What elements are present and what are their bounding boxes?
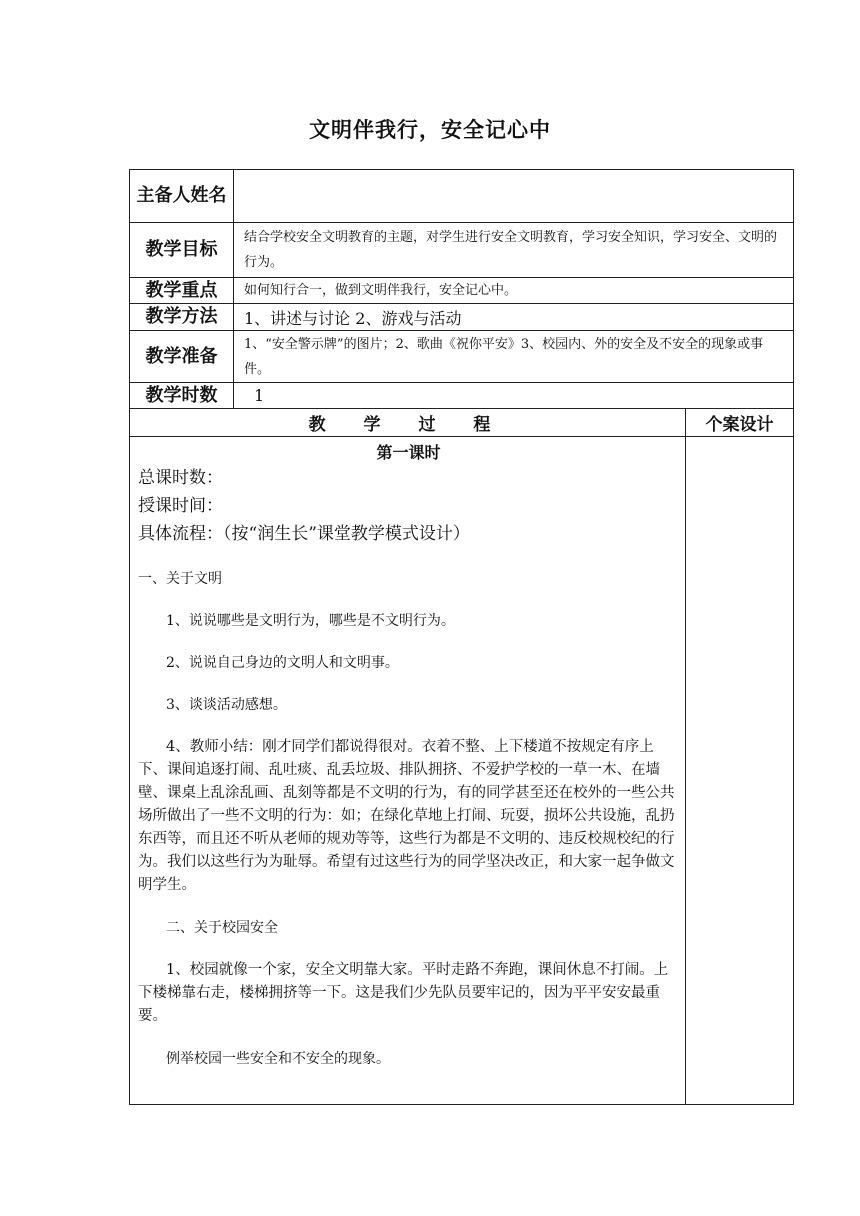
- paragraph: 1、校园就像一个家，安全文明靠大家。平时走路不奔跑，课间休息不打闹。上下楼梯靠右走，楼梯拥挤等一下。这是我们少先队员要牢记的，因为平平安安最重要。: [138, 962, 669, 1024]
- hours-label: 教学时数: [130, 383, 234, 408]
- preparer-value: [234, 170, 793, 222]
- method-label: 教学方法: [130, 304, 234, 330]
- row-goal: [130, 223, 793, 278]
- section-civility-heading: 一、关于文明: [138, 571, 222, 587]
- process-header: 教 学 过 程: [130, 409, 686, 436]
- lesson-subtitle: 第一课时: [376, 443, 441, 462]
- hours-value: 1: [254, 386, 265, 405]
- method-value: 1、讲述与讨论 2、游戏与活动: [244, 308, 462, 328]
- row-process-header: [130, 409, 793, 437]
- lesson-plan-table: [129, 169, 794, 1105]
- preparer-label: 主备人姓名: [130, 170, 234, 222]
- flow-line: 具体流程：（按“润生长”课堂教学模式设计）: [138, 524, 470, 544]
- paragraph: 4、教师小结：刚才同学们都说得很对。衣着不整、上下楼道不按规定有序上下、课间追逐打闹、乱吐痰、乱丢垃圾、排队拥挤、不爱护学校的一草一木、在墙壁、课桌上乱涂乱画、乱刻等都是不文明的行为，有的同学甚至还在校外的一些公共场所做出了一些不文明的行为：如；在绿化草地上打闹、玩耍，损坏公共设施，乱扔东西等，而且还不听从老师的规劝等等，这些行为都是不文明的、违反校规校纪的行为。我们以这些行为为耻辱。希望有过这些行为的同学坚决改正，和大家一起争做文明学生。: [138, 739, 675, 893]
- document-title: 文明伴我行，安全记心中: [309, 117, 551, 142]
- total-hours-line: 总课时数：: [138, 468, 223, 488]
- paragraph: 1、说说哪些是文明行为，哪些是不文明行为。: [166, 613, 455, 629]
- paragraph: 2、说说自己身边的文明人和文明事。: [166, 655, 399, 671]
- focus-label: 教学重点: [130, 278, 234, 303]
- prep-label: 教学准备: [130, 331, 234, 382]
- paragraph: 例举校园一些安全和不安全的现象。: [166, 1051, 390, 1067]
- case-design-column: [686, 437, 793, 1104]
- paragraph: 3、谈谈活动感想。: [166, 697, 287, 713]
- process-content: [130, 437, 686, 1104]
- row-prep: [130, 331, 793, 383]
- goal-label: 教学目标: [130, 223, 234, 277]
- lesson-time-line: 授课时间：: [138, 496, 223, 516]
- row-preparer: [130, 170, 793, 223]
- row-hours: [130, 383, 793, 409]
- case-design-header: 个案设计: [705, 415, 774, 435]
- section-safety-heading: 二、关于校园安全: [166, 920, 278, 936]
- row-focus: [130, 278, 793, 304]
- focus-value: 如何知行合一，做到文明伴我行，安全记心中。: [244, 283, 518, 298]
- row-method: [130, 304, 793, 331]
- goal-value: 结合学校安全文明教育的主题，对学生进行安全文明教育，学习安全知识，学习安全、文明的行为。: [244, 230, 778, 270]
- prep-value: 1、“安全警示牌”的图片；2、歌曲《祝你平安》3、校园内、外的安全及不安全的现象或事件。: [244, 336, 764, 377]
